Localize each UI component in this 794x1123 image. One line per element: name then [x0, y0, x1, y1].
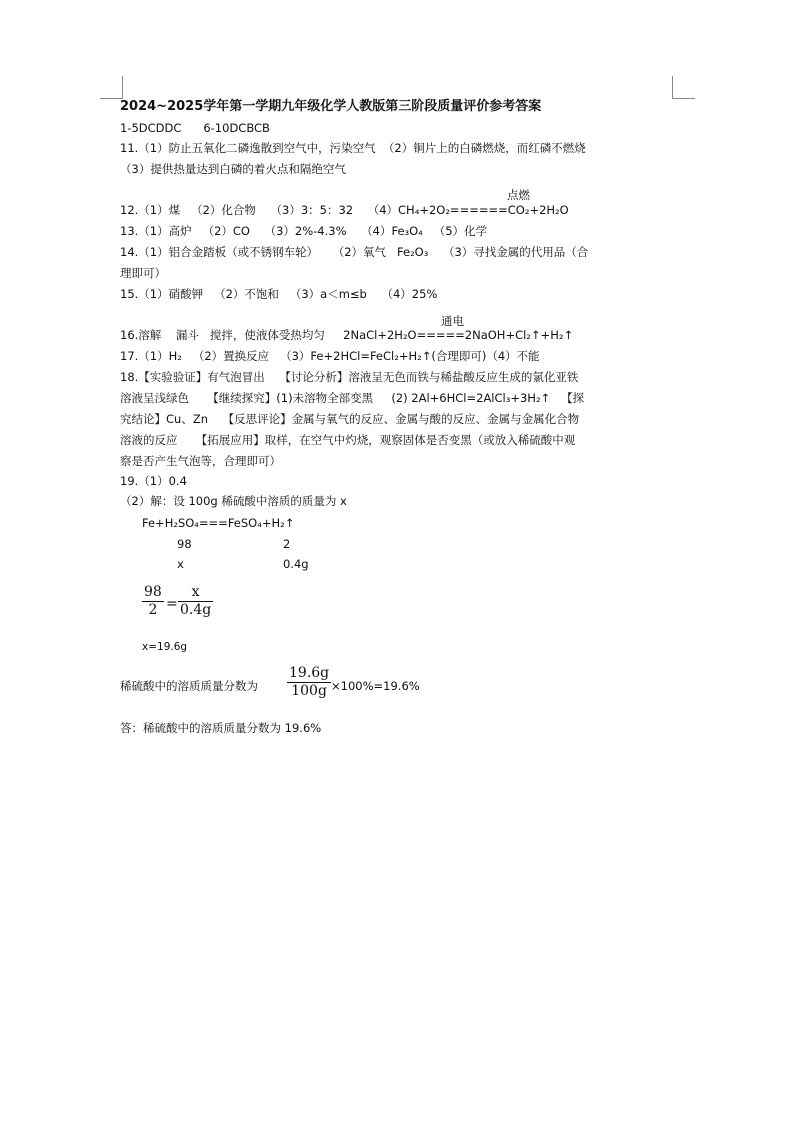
final-answer: 答：稀硫酸中的溶质质量分数为 19.6% [120, 721, 322, 735]
mass-h2: 0.4g [283, 557, 309, 571]
question-14-line-1: 14.（1）铝合金踏板（或不锈钢车轮） （2）氧气 Fe₂O₃ （3）寻找金属的代用品（合 [120, 245, 589, 259]
mass-fraction-prefix: 稀硫酸中的溶质质量分数为 [120, 679, 258, 693]
fraction-numerator: 98 [144, 584, 162, 600]
question-18-line-5: 察是否产生气泡等，合理即可） [120, 454, 281, 468]
ratio-value-h2: 2 [283, 537, 291, 551]
question-15: 15.（1）硝酸钾 （2）不饱和 （3）a＜m≤b （4）25% [120, 287, 438, 301]
equals-sign: = [166, 596, 178, 612]
question-16: 16.溶解 漏斗 搅拌，使液体受热均匀 2NaCl+2H₂O=====2NaOH+Cl₂↑+H₂↑ [120, 328, 574, 342]
question-18-line-3: 究结论】Cu、Zn 【反思评论】金属与氧气的反应、金属与酸的反应、金属与金属化合物 [120, 412, 580, 426]
fraction-denominator: 0.4g [180, 602, 212, 618]
x-result: x=19.6g [142, 641, 188, 653]
mass-fraction-result: ×100%=19.6% [331, 679, 420, 693]
unknown-x: x [177, 557, 184, 571]
reaction-condition-ignite: 点燃 [507, 188, 530, 202]
question-19-part-2: （2）解：设 100g 稀硫酸中溶质的质量为 x [120, 494, 347, 508]
question-11-line-1: 11.（1）防止五氧化二磷逸散到空气中，污染空气 （2）铜片上的白磷燃烧，而红磷不燃烧 [120, 141, 586, 155]
question-19-part-1: 19.（1）0.4 [120, 474, 187, 488]
fraction-x-over-0-4g [178, 584, 213, 619]
question-18-line-1: 18.【实验验证】有气泡冒出 【讨论分析】溶液呈无色而铁与稀盐酸反应生成的氯化亚铁 [120, 370, 579, 384]
question-14-line-2: 理即可） [120, 266, 166, 280]
fraction-numerator: x [191, 584, 200, 600]
fraction-19-6g-over-100g [287, 665, 331, 700]
chemical-equation: Fe+H₂SO₄===FeSO₄+H₂↑ [142, 516, 295, 530]
fraction-98-over-2 [142, 584, 164, 619]
fraction-numerator: 19.6g [289, 665, 330, 681]
page-title: 2024~2025学年第一学期九年级化学人教版第三阶段质量评价参考答案 [120, 99, 542, 114]
fraction-denominator: 2 [148, 602, 158, 618]
question-17: 17.（1）H₂ （2）置换反应 （3）Fe+2HCl=FeCl₂+H₂↑(合理即可)（4）不能 [120, 349, 540, 363]
multiple-choice-answers: 1-5DCDDC 6-10DCBCB [120, 121, 270, 135]
question-11-line-2: （3）提供热量达到白磷的着火点和隔绝空气 [120, 162, 346, 176]
corner-mark-left [100, 76, 123, 99]
fraction-denominator: 100g [291, 683, 327, 699]
corner-mark-right [672, 76, 695, 99]
question-18-line-2: 溶液呈浅绿色 【继续探究】(1)未溶物全部变黑 (2) 2Al+6HCl=2AlCl₃+3H₂↑ 【探 [120, 391, 585, 405]
question-13: 13.（1）高炉 （2）CO （3）2%-4.3% （4）Fe₃O₄ （5）化学 [120, 224, 488, 238]
reaction-condition-electrolysis: 通电 [441, 314, 464, 328]
question-12: 12.（1）煤 （2）化合物 （3）3：5：32 （4）CH₄+2O₂======CO₂+2H₂O [120, 203, 569, 217]
ratio-value-fe: 98 [177, 537, 192, 551]
question-18-line-4: 溶液的反应 【拓展应用】取样，在空气中灼烧，观察固体是否变黑（或放入稀硫酸中观 [120, 433, 576, 447]
